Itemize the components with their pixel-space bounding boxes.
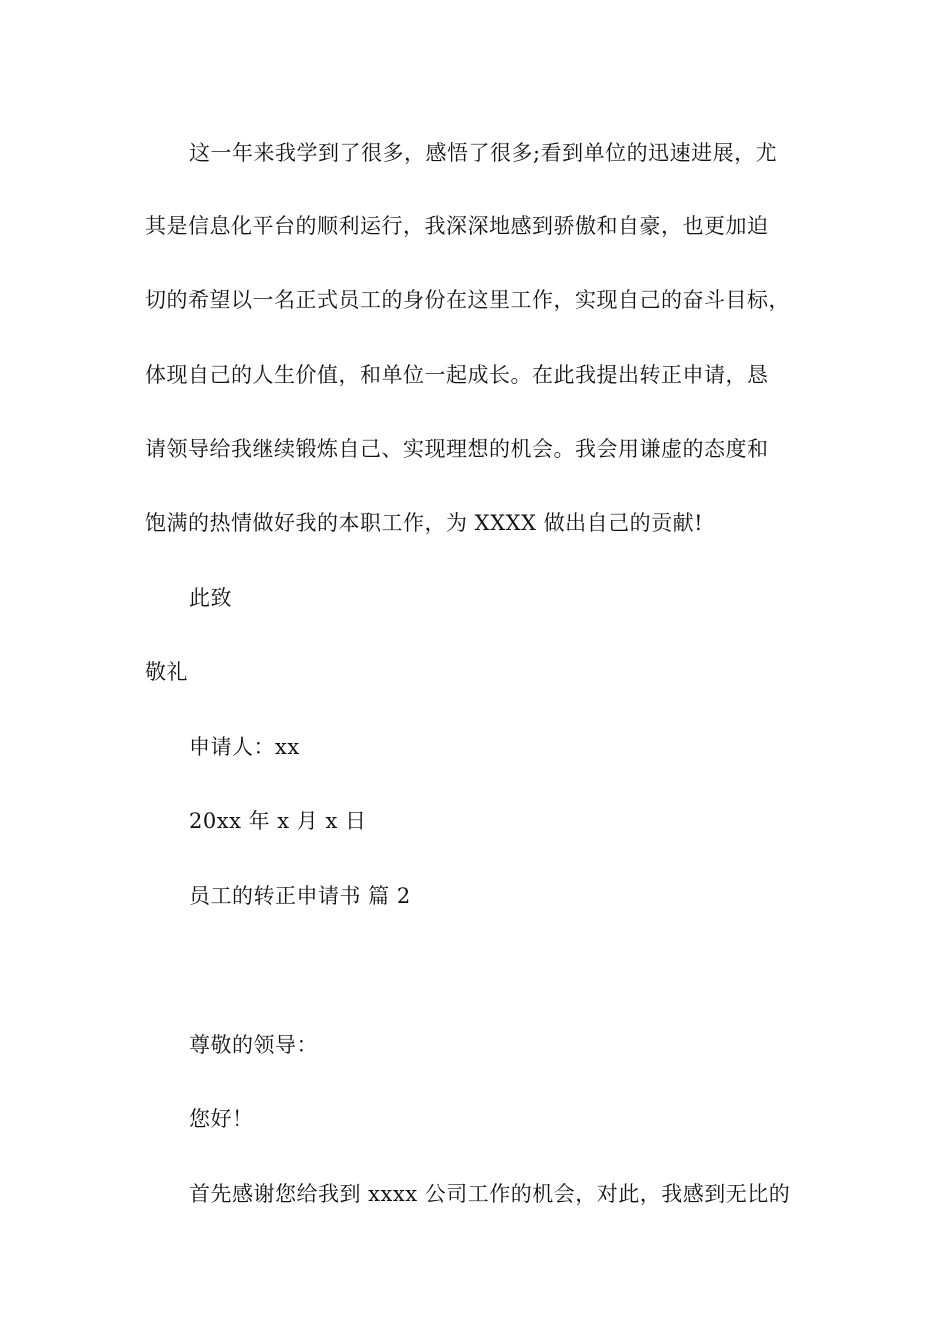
paragraph-line-2: 其是信息化平台的顺利运行，我深深地感到骄傲和自豪，也更加迫 xyxy=(145,214,769,238)
closing-jingli: 敬礼 xyxy=(145,660,188,684)
opening-line: 首先感谢您给我到 xxxx 公司工作的机会，对此，我感到无比的 xyxy=(189,1182,791,1206)
applicant-line: 申请人：xx xyxy=(189,735,300,759)
paragraph-line-6: 饱满的热情做好我的本职工作，为 XXXX 做出自己的贡献! xyxy=(145,511,704,535)
paragraph-line-1: 这一年来我学到了很多，感悟了很多;看到单位的迅速进展，尤 xyxy=(189,141,778,165)
paragraph-line-3: 切的希望以一名正式员工的身份在这里工作，实现自己的奋斗目标， xyxy=(145,288,790,312)
paragraph-line-4: 体现自己的人生价值，和单位一起成长。在此我提出转正申请，恳 xyxy=(145,363,769,387)
date-line: 20xx 年 x 月 x 日 xyxy=(189,809,367,833)
salutation: 尊敬的领导： xyxy=(189,1033,318,1057)
greeting: 您好！ xyxy=(189,1107,254,1131)
section-title: 员工的转正申请书 篇 2 xyxy=(189,884,411,908)
closing-cizhi: 此致 xyxy=(189,586,232,610)
paragraph-line-5: 请领导给我继续锻炼自己、实现理想的机会。我会用谦虚的态度和 xyxy=(145,437,769,461)
